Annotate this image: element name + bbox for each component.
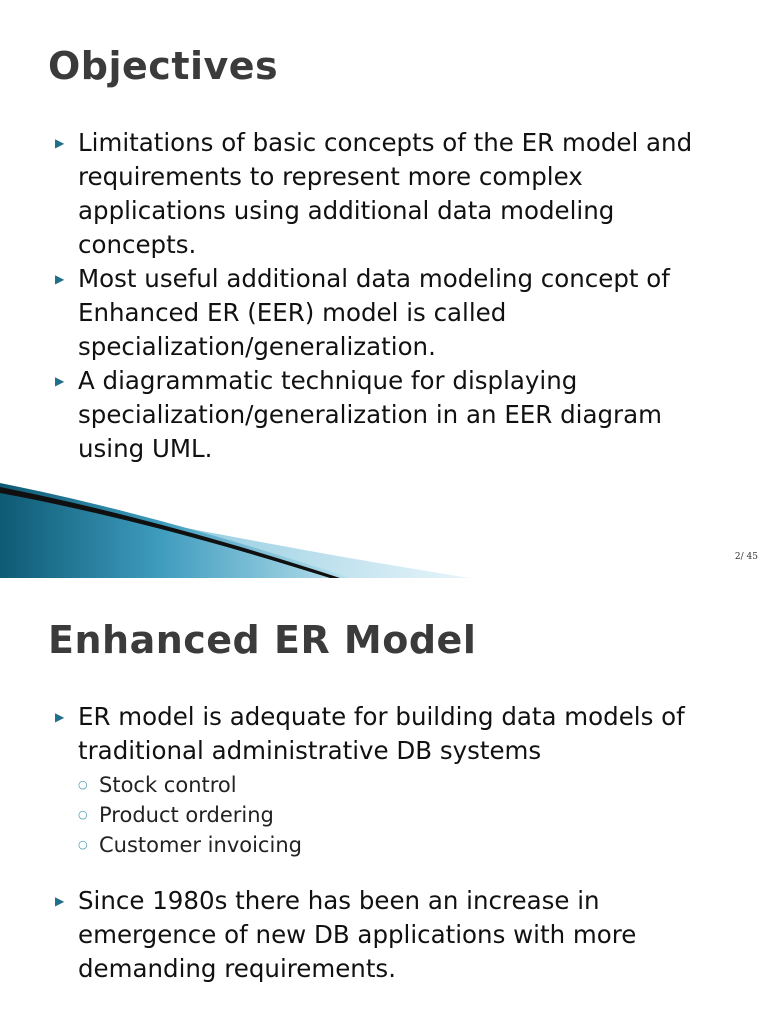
- spacer: [0, 860, 768, 884]
- sub-bullet-item: [78, 830, 728, 860]
- bullet-text: Since 1980s there has been an increase in emergence of new DB applications with more demanding requirements.: [78, 886, 637, 983]
- page-number: 2/ 45: [734, 552, 758, 562]
- bullet-list: [0, 126, 768, 466]
- triangle-right-icon: ▶: [55, 136, 65, 150]
- slide-title: Enhanced ER Model: [48, 618, 477, 662]
- triangle-right-icon: ▶: [55, 374, 65, 388]
- ring-icon: ○: [78, 778, 88, 791]
- bullet-text: ER model is adequate for building data models of traditional administrative DB systems: [78, 702, 685, 765]
- decorative-wave: [0, 483, 470, 578]
- bullet-item: [0, 262, 768, 364]
- ring-icon: ○: [78, 838, 88, 851]
- triangle-right-icon: ▶: [55, 710, 65, 724]
- sub-bullet-text: Stock control: [99, 773, 237, 797]
- slide-title: Objectives: [48, 44, 279, 88]
- sub-bullet-list: [78, 770, 728, 860]
- triangle-right-icon: ▶: [55, 894, 65, 908]
- bullet-text: Most useful additional data modeling concept of Enhanced ER (EER) model is called specialization/generalization.: [78, 264, 670, 361]
- sub-bullet-item: [78, 800, 728, 830]
- sub-bullet-text: Customer invoicing: [99, 833, 302, 857]
- bullet-item: [0, 700, 768, 860]
- sub-bullet-item: [78, 770, 728, 800]
- triangle-right-icon: ▶: [55, 272, 65, 286]
- bullet-item: [0, 884, 768, 986]
- bullet-text: Limitations of basic concepts of the ER model and requirements to represent more complex applications using additional data modeling concepts.: [78, 128, 693, 259]
- bullet-list: [0, 700, 768, 986]
- bullet-item: [0, 126, 768, 262]
- ring-icon: ○: [78, 808, 88, 821]
- bullet-text: A diagrammatic technique for displaying specialization/generalization in an EER diagram using UML.: [78, 366, 662, 463]
- bullet-item: [0, 364, 768, 466]
- sub-bullet-text: Product ordering: [99, 803, 274, 827]
- slide-enhanced-er-model: [0, 590, 768, 1024]
